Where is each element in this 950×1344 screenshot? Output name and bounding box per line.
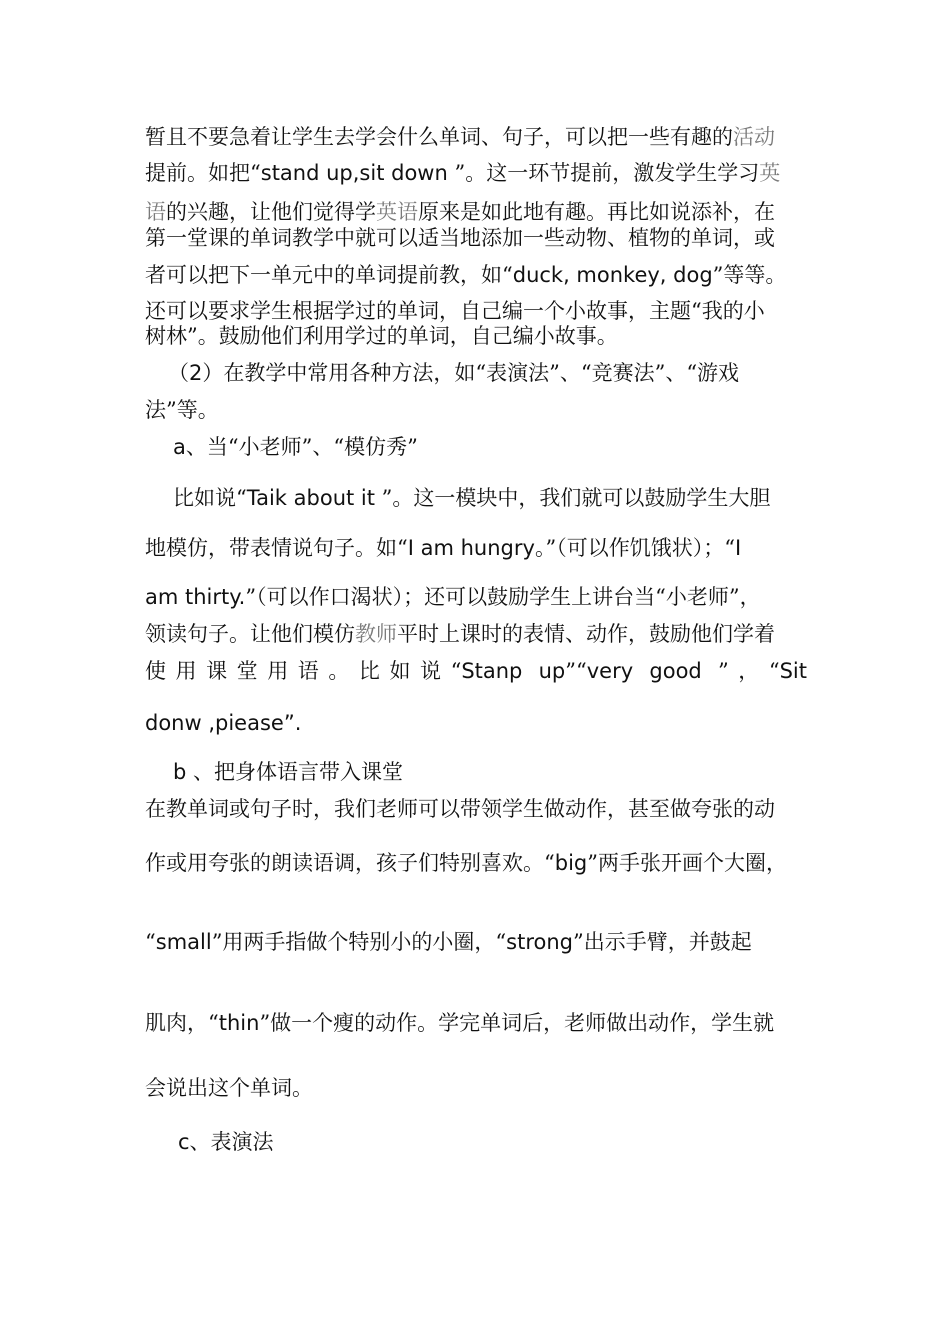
text-run: 的兴趣，让他们觉得学 bbox=[166, 200, 376, 224]
subsection-heading-a bbox=[173, 434, 418, 460]
text-run: ）在教学中常用各种方法，如“表演法”、“竞赛法”、“游戏 bbox=[202, 361, 740, 385]
text-run: 法”等。 bbox=[145, 398, 219, 422]
text-line bbox=[145, 535, 741, 561]
english-word: small bbox=[155, 930, 212, 954]
english-phrase: duck, monkey, dog bbox=[512, 263, 713, 287]
link-text-teacher[interactable]: 教师 bbox=[355, 622, 397, 646]
link-text-activity[interactable]: 活动 bbox=[733, 125, 775, 149]
text-run: 、当“小老师”、“模仿秀” bbox=[185, 435, 418, 459]
text-run: ”做一个瘦的动作。学完单词后，老师做出动作，学生就 bbox=[259, 1011, 775, 1035]
english-phrase: am thirty. bbox=[145, 585, 246, 609]
subsection-letter: c bbox=[178, 1130, 190, 1154]
text-run: 原来是如此地有趣。再比如说添补，在 bbox=[418, 200, 775, 224]
text-run: 第一堂课的单词教学中就可以适当地添加一些动物、植物的单词，或 bbox=[145, 226, 775, 250]
text-run: ”，“ bbox=[717, 659, 780, 683]
text-run: 地模仿，带表情说句子。如“ bbox=[145, 536, 408, 560]
english-phrase: I bbox=[734, 536, 742, 560]
text-line bbox=[145, 199, 775, 225]
text-line bbox=[145, 796, 775, 822]
text-run: “ bbox=[145, 930, 156, 954]
text-line bbox=[145, 929, 752, 955]
text-line bbox=[145, 1010, 774, 1036]
text-run: ”两手张开画个大圈， bbox=[587, 851, 787, 875]
text-line bbox=[173, 485, 770, 511]
text-run: ”。这一模块中，我们就可以鼓励学生大胆 bbox=[381, 486, 771, 510]
text-run: 、表演法 bbox=[189, 1130, 274, 1154]
link-text-english[interactable]: 英 bbox=[759, 161, 781, 185]
english-word: strong bbox=[506, 930, 574, 954]
section-heading-2 bbox=[168, 360, 739, 386]
text-run: 。”（可以作饥饿状）；“ bbox=[534, 536, 735, 560]
text-line bbox=[145, 584, 761, 610]
english-phrase: very good bbox=[586, 659, 718, 683]
text-run: 、把身体语言带入课堂 bbox=[193, 760, 404, 784]
text-run: ”。这一环节提前，激发学生学习 bbox=[454, 161, 760, 185]
text-run: 作或用夸张的朗读语调，孩子们特别喜欢。“ bbox=[145, 851, 555, 875]
text-run: 会说出这个单词。 bbox=[145, 1076, 313, 1100]
english-word: thin bbox=[218, 1011, 260, 1035]
text-run: 肌肉，“ bbox=[145, 1011, 219, 1035]
english-phrase: I am hungry bbox=[407, 536, 535, 560]
subsection-letter: a bbox=[173, 435, 186, 459]
text-line bbox=[145, 621, 775, 647]
subsection-letter: b bbox=[173, 760, 194, 784]
text-line bbox=[145, 124, 775, 150]
text-run: 者可以把下一单元中的单词提前教，如“ bbox=[145, 263, 513, 287]
subsection-heading-b bbox=[173, 759, 403, 785]
link-text-english[interactable]: 语 bbox=[145, 200, 166, 224]
english-word: big bbox=[554, 851, 588, 875]
english-phrase: Stanp up bbox=[461, 659, 566, 683]
text-run: 使用课堂用语。比如说“ bbox=[145, 659, 462, 683]
text-run: ”. bbox=[283, 711, 302, 735]
text-line bbox=[145, 298, 765, 324]
english-phrase: stand up,sit down bbox=[260, 161, 455, 185]
text-run: ”（可以作口渴状）；还可以鼓励学生上讲台当“小老师”， bbox=[245, 585, 761, 609]
english-phrase: Sit bbox=[779, 659, 807, 683]
text-line bbox=[145, 160, 780, 186]
text-run: ”用两手指做个特别小的小圈，“ bbox=[211, 930, 507, 954]
text-line bbox=[145, 850, 787, 876]
text-run: ”等等。 bbox=[712, 263, 787, 287]
link-text-english-2[interactable]: 英语 bbox=[376, 200, 418, 224]
text-run: 在教单词或句子时，我们老师可以带领学生做动作，甚至做夸张的动 bbox=[145, 797, 775, 821]
text-line bbox=[145, 323, 618, 349]
text-line bbox=[145, 397, 219, 423]
text-run: 还可以要求学生根据学过的单词，自己编一个小故事，主题“我的小 bbox=[145, 299, 765, 323]
text-line bbox=[145, 262, 786, 288]
text-run: 领读句子。让他们模仿 bbox=[145, 622, 355, 646]
english-phrase: donw ,piease bbox=[145, 711, 284, 735]
text-run: （ bbox=[168, 361, 189, 385]
text-run: 树林”。鼓励他们利用学过的单词，自己编小故事。 bbox=[145, 324, 618, 348]
text-line-justified bbox=[145, 658, 807, 684]
subsection-heading-c bbox=[178, 1129, 274, 1155]
text-line bbox=[145, 710, 301, 736]
text-run: ”“ bbox=[565, 659, 587, 683]
text-line bbox=[145, 1075, 313, 1101]
text-run: 提前。如把“ bbox=[145, 161, 261, 185]
english-phrase: Taik about it bbox=[246, 486, 382, 510]
text-run: ”出示手臂，并鼓起 bbox=[573, 930, 752, 954]
text-run: 平时上课时的表情、动作，鼓励他们学着 bbox=[397, 622, 775, 646]
section-number: 2 bbox=[189, 361, 203, 385]
text-run: 暂且不要急着让学生去学会什么单词、句子，可以把一些有趣的 bbox=[145, 125, 733, 149]
text-line bbox=[145, 225, 775, 251]
text-run: 比如说“ bbox=[173, 486, 247, 510]
